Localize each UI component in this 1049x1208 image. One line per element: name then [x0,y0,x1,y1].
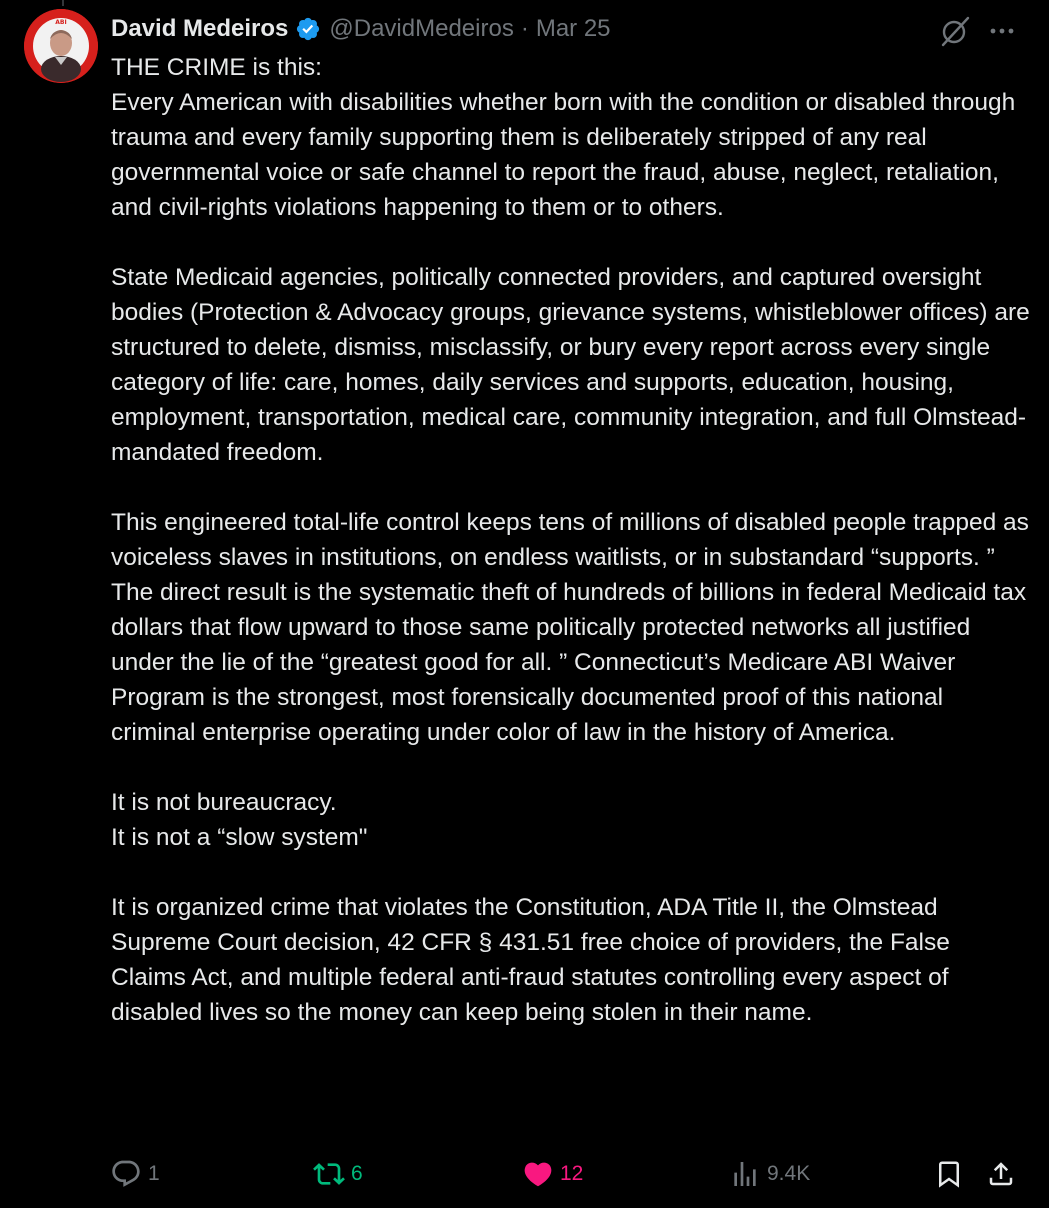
author-handle[interactable]: @DavidMedeiros [329,15,514,42]
post-paragraph: It is not bureaucracy. It is not a “slow system" [111,789,368,851]
heart-icon [522,1158,554,1190]
retweet-count: 6 [351,1162,363,1185]
retweet-button[interactable] [313,1152,363,1196]
post-paragraph: State Medicaid agencies, politically connected providers, and captured oversight bodies (Protection & Advocacy groups, grievance systems, whistleblower offices) are structured to delete, dismiss, misclassify, or bury every report across every single category of life: care, homes, daily services and supports, education, housing, employment, transportation, medical care, community integration, and full Olmstead-mandated freedom. [111,264,1030,466]
reply-icon [110,1158,142,1190]
avatar-photo [24,9,98,83]
reply-button[interactable] [110,1152,160,1196]
header-separator: · [520,15,529,42]
post-text [111,50,1031,1030]
thread-line [62,0,64,6]
views-icon [729,1158,761,1190]
share-button[interactable] [986,1152,1016,1196]
share-icon [986,1159,1016,1189]
reply-count: 1 [148,1162,160,1185]
post-paragraph: THE CRIME is this: Every American with disabilities whether born with the condition or disabled through trauma and every family supporting them is deliberately stripped of any real governmental voice or safe channel to report the fraud, abuse, neglect, retaliation, and civil-rights violations happening to them or to others. [111,54,1016,221]
more-options-icon[interactable] [985,14,1019,48]
author-display-name[interactable]: David Medeiros [111,15,289,42]
grok-icon[interactable] [938,14,972,48]
post-paragraph: It is organized crime that violates the Constitution, ADA Title II, the Olmstead Supreme Court decision, 42 CFR § 431.51 free choice of providers, the False Claims Act, and multiple federal anti-fraud statutes controlling every aspect of disabled lives so the money can keep being stolen in their name. [111,894,950,1026]
svg-text:ABI: ABI [55,19,67,26]
verified-badge-icon[interactable] [295,16,321,42]
bookmark-icon [934,1159,964,1189]
post-date[interactable]: Mar 25 [535,15,611,42]
author-avatar[interactable] [24,9,98,83]
bookmark-button[interactable] [934,1152,964,1196]
views-button[interactable] [729,1152,810,1196]
views-count: 9.4K [767,1162,811,1185]
post-header [111,12,611,46]
like-button[interactable] [522,1152,583,1196]
retweet-icon [313,1158,345,1190]
like-count: 12 [560,1162,584,1185]
post-paragraph: This engineered total-life control keeps tens of millions of disabled people trapped as voiceless slaves in institutions, on endless waitlists, or in substandard “supports. ” The direct result is the systematic theft of hundreds of billions in federal Medicaid tax dollars that flow upward to those same politically protected networks all justified under the lie of the “greatest good for all. ” Connecticut’s Medicare ABI Waiver Program is the strongest, most forensically documented proof of this national criminal enterprise operating under color of law in the history of America. [111,509,1029,746]
post-action-bar [0,1152,1049,1196]
